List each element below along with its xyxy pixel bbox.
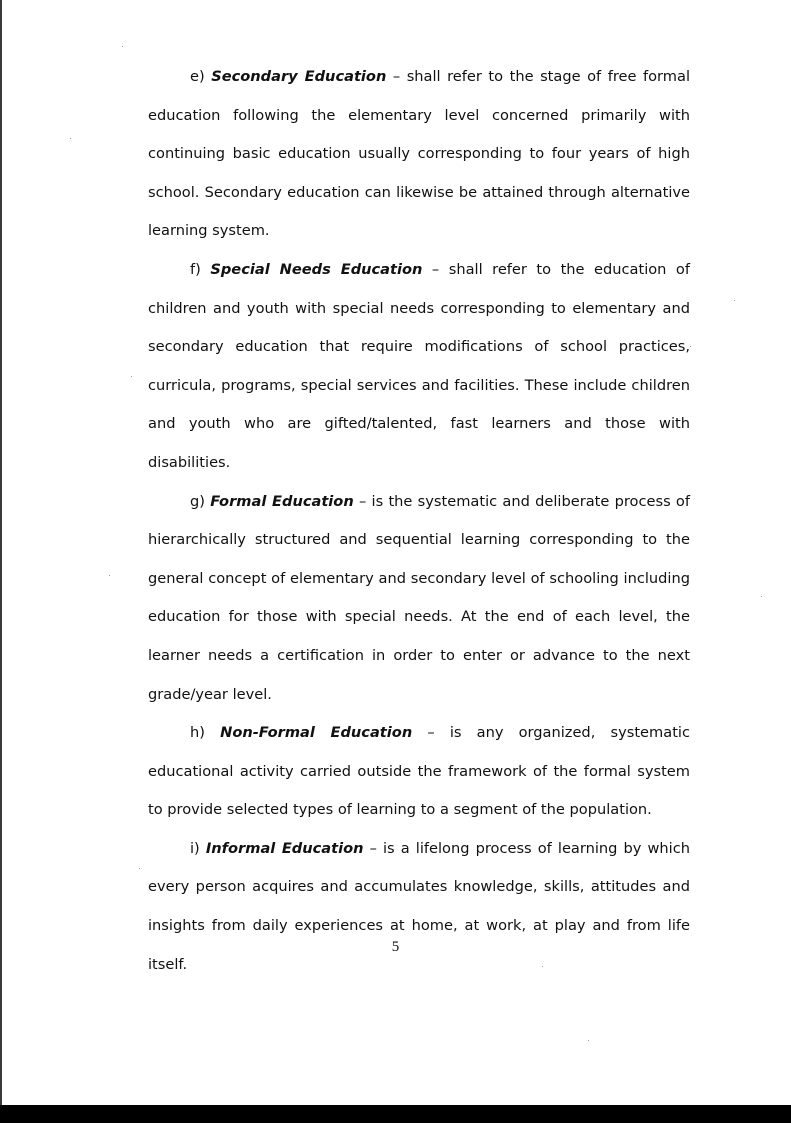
definition-non-formal-education (148, 714, 690, 830)
definitions-body (148, 58, 690, 984)
scan-speck (734, 300, 735, 301)
scan-speck (70, 138, 71, 139)
scan-speck (761, 596, 762, 597)
scan-speck (109, 575, 110, 576)
definition-marker: e) (190, 68, 212, 85)
definition-marker: g) (190, 492, 211, 510)
scan-speck (122, 46, 123, 47)
definition-term: Informal Education (205, 839, 364, 857)
scan-speck (139, 868, 140, 869)
definition-text: – shall refer to the education of children and youth with special needs corresponding to elementary and secondary education that require modifications of school practices, curricula, programs, special services and facilities. These include children and youth who are gifted/talented, fast learners and those with disabilities. (148, 260, 690, 471)
page-number: 5 (391, 939, 400, 955)
definition-text: – shall refer to the stage of free formal education following the elementary level concerned primarily with continuing basic education usually corresponding to four years of high school. Secondary education can likewise be attained through alternative learning system. (148, 68, 691, 240)
scan-speck (690, 346, 691, 347)
definition-special-needs-education (148, 251, 690, 483)
definition-term: Formal Education (210, 492, 354, 510)
definition-text: – is the systematic and deliberate process of hierarchically structured and sequential learning corresponding to the general concept of elementary and secondary level of schooling including education for those with special needs. At the end of each level, the learner needs a certification in order to enter or advance to the next grade/year level. (148, 492, 690, 703)
definition-term: Special Needs Education (210, 260, 423, 278)
definition-term: Secondary Education (211, 68, 387, 85)
definition-marker: f) (190, 260, 211, 278)
scan-bottom-border (0, 1105, 791, 1123)
definition-text: – is a lifelong process of learning by which every person acquires and accumulates knowledge, skills, attitudes and insights from daily experiences at home, at work, at play and from life itself. (148, 839, 691, 973)
definition-informal-education (148, 830, 690, 984)
scan-speck (131, 376, 132, 377)
definition-formal-education (148, 483, 690, 715)
definition-secondary-education (148, 58, 690, 251)
definition-term: Non-Formal Education (220, 724, 413, 742)
definition-text: – is any organized, systematic educational activity carried outside the framework of the formal system to provide selected types of learning to a segment of the population. (148, 724, 690, 819)
scan-speck (588, 1040, 589, 1041)
definition-marker: i) (190, 839, 206, 857)
scan-speck (542, 966, 543, 967)
definition-marker: h) (190, 724, 221, 742)
